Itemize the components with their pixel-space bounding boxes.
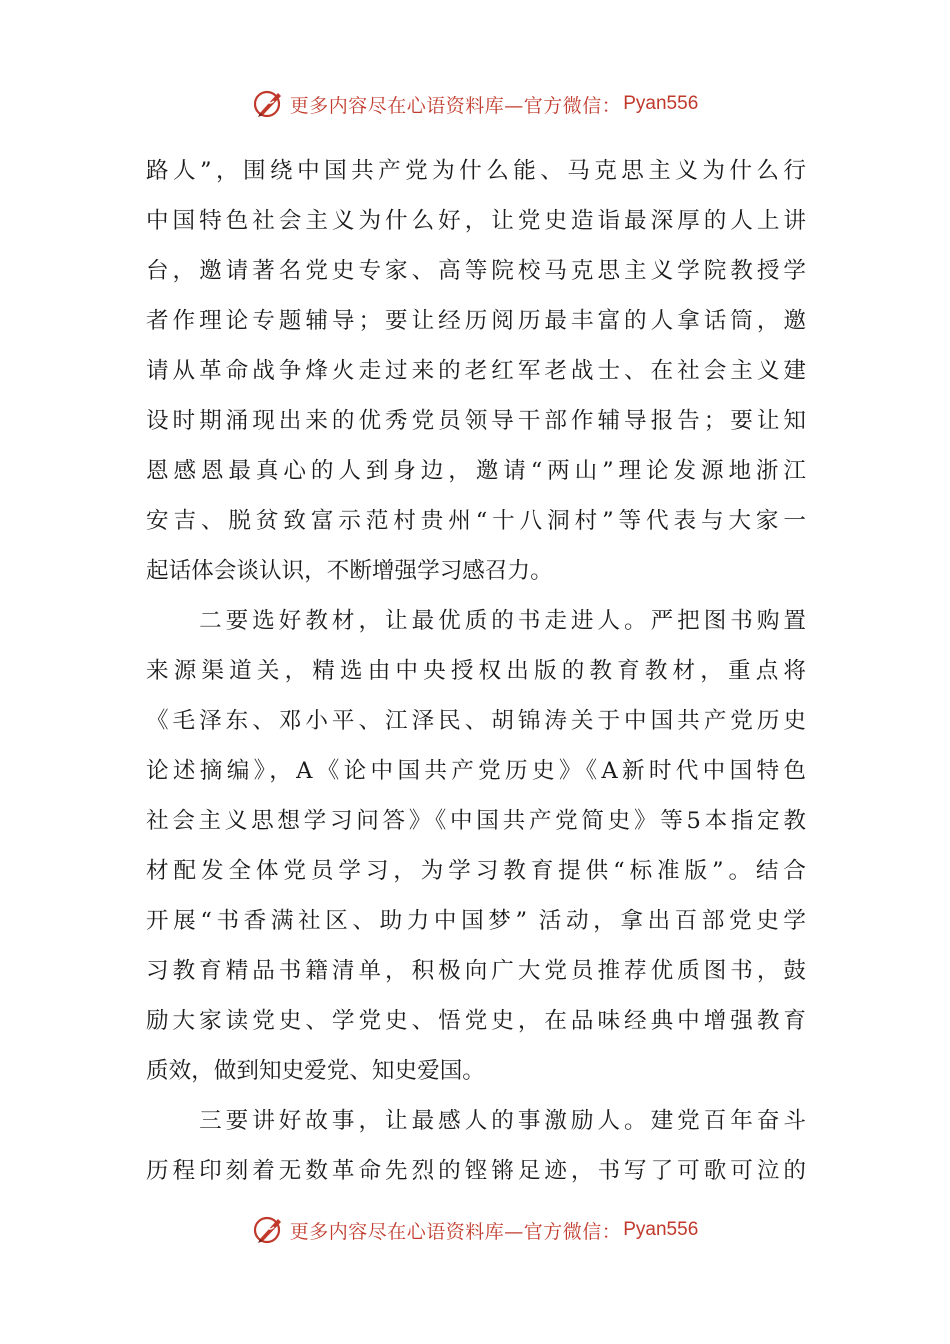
text-line: 质效，做到知史爱党、知史爱国。	[146, 1058, 485, 1084]
header-banner-text: 更多内容尽在心语资料库—官方微信：	[289, 94, 622, 117]
text-line: 台，邀请著名党史专家、高等院校马克思主义学院教授学	[146, 258, 806, 284]
text-line: 习教育精品书籍清单，积极向广大党员推荐优质图书，鼓	[146, 958, 806, 984]
pen-logo-icon	[252, 87, 286, 121]
pen-logo-icon	[252, 1213, 286, 1247]
text-line: 励大家读党史、学党史、悟党史，在品味经典中增强教育	[146, 1008, 806, 1034]
text-line: 设时期涌现出来的优秀党员领导干部作辅导报告；要让知	[146, 408, 806, 434]
text-line: 历程印刻着无数革命先烈的铿锵足迹，书写了可歌可泣的	[146, 1158, 806, 1184]
text-line: 《毛泽东、邓小平、江泽民、胡锦涛关于中国共产党历史	[146, 708, 806, 734]
text-line: 材配发全体党员学习，为学习教育提供“标准版”。结合	[146, 858, 806, 884]
text-line: 社会主义思想学习问答》《中国共产党简史》等5本指定教	[146, 808, 806, 834]
text-line: 起话体会谈认识，不断增强学习感召力。	[146, 558, 553, 584]
text-line: 论述摘编》，A《论中国共产党历史》《A新时代中国特色	[146, 758, 806, 784]
footer-banner	[0, 1210, 950, 1250]
text-line: 恩感恩最真心的人到身边，邀请“两山”理论发源地浙江	[146, 458, 806, 484]
footer-wechat-id: Pyan556	[623, 1219, 699, 1240]
text-line: 开展“书香满社区、助力中国梦” 活动，拿出百部党史学	[146, 908, 806, 934]
text-line: 中国特色社会主义为什么好，让党史造诣最深厚的人上讲	[146, 208, 806, 234]
text-line: 者作理论专题辅导；要让经历阅历最丰富的人拿话筒，邀	[146, 308, 806, 334]
text-line: 安吉、脱贫致富示范村贵州“十八洞村”等代表与大家一	[146, 508, 806, 534]
text-line: 来源渠道关，精选由中央授权出版的教育教材，重点将	[146, 658, 806, 684]
header-wechat-id: Pyan556	[623, 93, 699, 114]
footer-banner-text: 更多内容尽在心语资料库—官方微信：	[289, 1220, 622, 1243]
text-line: 三要讲好故事，让最感人的事激励人。建党百年奋斗	[146, 1108, 806, 1134]
header-banner	[0, 84, 950, 124]
text-line: 请从革命战争烽火走过来的老红军老战士、在社会主义建	[146, 358, 806, 384]
document-body	[146, 146, 806, 1196]
text-line: 路人”，围绕中国共产党为什么能、马克思主义为什么行	[146, 158, 806, 184]
text-line: 二要选好教材，让最优质的书走进人。严把图书购置	[146, 608, 806, 634]
